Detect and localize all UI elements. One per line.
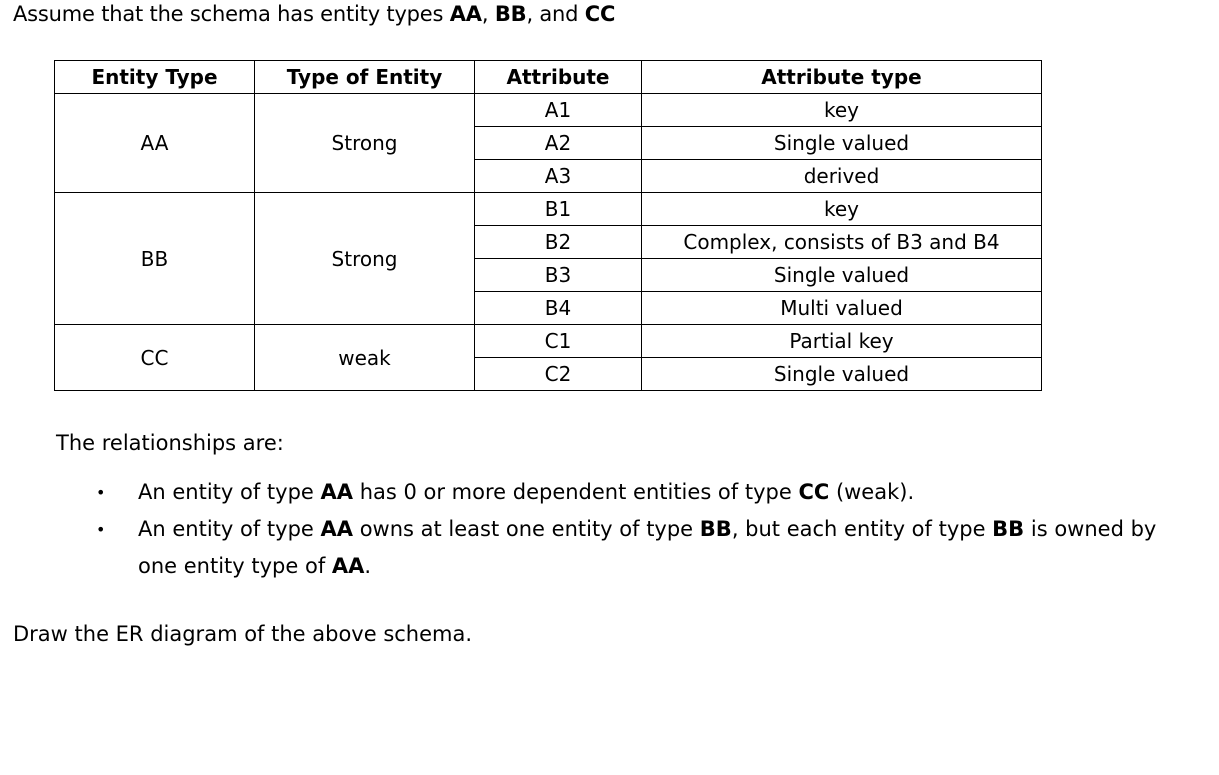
entity-name: AA <box>320 480 354 504</box>
attribute-type-cell: Complex, consists of B3 and B4 <box>642 226 1042 259</box>
relationships-heading: The relationships are: <box>56 431 284 455</box>
intro-text: Assume that the schema has entity types <box>13 2 450 26</box>
entity-name: BB <box>699 517 732 541</box>
attribute-name-cell: C2 <box>475 358 642 391</box>
text: is owned by one entity type of <box>138 517 1157 578</box>
attribute-name-cell: A3 <box>475 160 642 193</box>
relationships-list <box>90 474 1200 585</box>
entity-name: AA <box>320 517 354 541</box>
attribute-name-cell: B3 <box>475 259 642 292</box>
text: An entity of type <box>138 517 321 541</box>
header-type-of-entity: Type of Entity <box>255 61 475 94</box>
attribute-type-cell: Partial key <box>642 325 1042 358</box>
separator: , <box>481 2 495 26</box>
table-row <box>55 325 1042 358</box>
entity-name: CC <box>798 480 830 504</box>
list-item <box>90 474 1200 511</box>
text: (weak). <box>829 480 915 504</box>
attribute-type-cell: key <box>642 193 1042 226</box>
text: An entity of type <box>138 480 321 504</box>
text: . <box>364 554 372 578</box>
entity-name-aa: AA <box>449 2 482 26</box>
entity-name-bb: BB <box>494 2 527 26</box>
attribute-name-cell: B4 <box>475 292 642 325</box>
attribute-name-cell: B1 <box>475 193 642 226</box>
list-item <box>90 511 1200 585</box>
attribute-type-cell: Single valued <box>642 358 1042 391</box>
attribute-type-cell: Single valued <box>642 259 1042 292</box>
separator: , and <box>526 2 585 26</box>
attribute-type-cell: key <box>642 94 1042 127</box>
attribute-name-cell: C1 <box>475 325 642 358</box>
intro-sentence <box>13 0 615 28</box>
entity-kind-cell: weak <box>255 325 475 391</box>
entity-kind-cell: Strong <box>255 193 475 325</box>
bullet-icon: • <box>96 483 106 502</box>
attribute-type-cell: Multi valued <box>642 292 1042 325</box>
attribute-name-cell: A2 <box>475 127 642 160</box>
schema-table <box>54 60 1042 391</box>
bullet-icon: • <box>96 520 106 539</box>
header-attribute-type: Attribute type <box>642 61 1042 94</box>
text: owns at least one entity of type <box>353 517 700 541</box>
entity-kind-cell: Strong <box>255 94 475 193</box>
header-entity-type: Entity Type <box>55 61 255 94</box>
attribute-name-cell: A1 <box>475 94 642 127</box>
entity-cell: AA <box>55 94 255 193</box>
entity-name: BB <box>992 517 1025 541</box>
table-header-row <box>55 61 1042 94</box>
entity-cell: CC <box>55 325 255 391</box>
header-attribute: Attribute <box>475 61 642 94</box>
entity-cell: BB <box>55 193 255 325</box>
entity-name: AA <box>331 554 365 578</box>
table-row <box>55 94 1042 127</box>
text: has 0 or more dependent entities of type <box>353 480 799 504</box>
text: , but each entity of type <box>731 517 993 541</box>
attribute-type-cell: derived <box>642 160 1042 193</box>
attribute-name-cell: B2 <box>475 226 642 259</box>
task-instruction: Draw the ER diagram of the above schema. <box>13 622 473 646</box>
entity-name-cc: CC <box>584 2 616 26</box>
table-row <box>55 193 1042 226</box>
attribute-type-cell: Single valued <box>642 127 1042 160</box>
